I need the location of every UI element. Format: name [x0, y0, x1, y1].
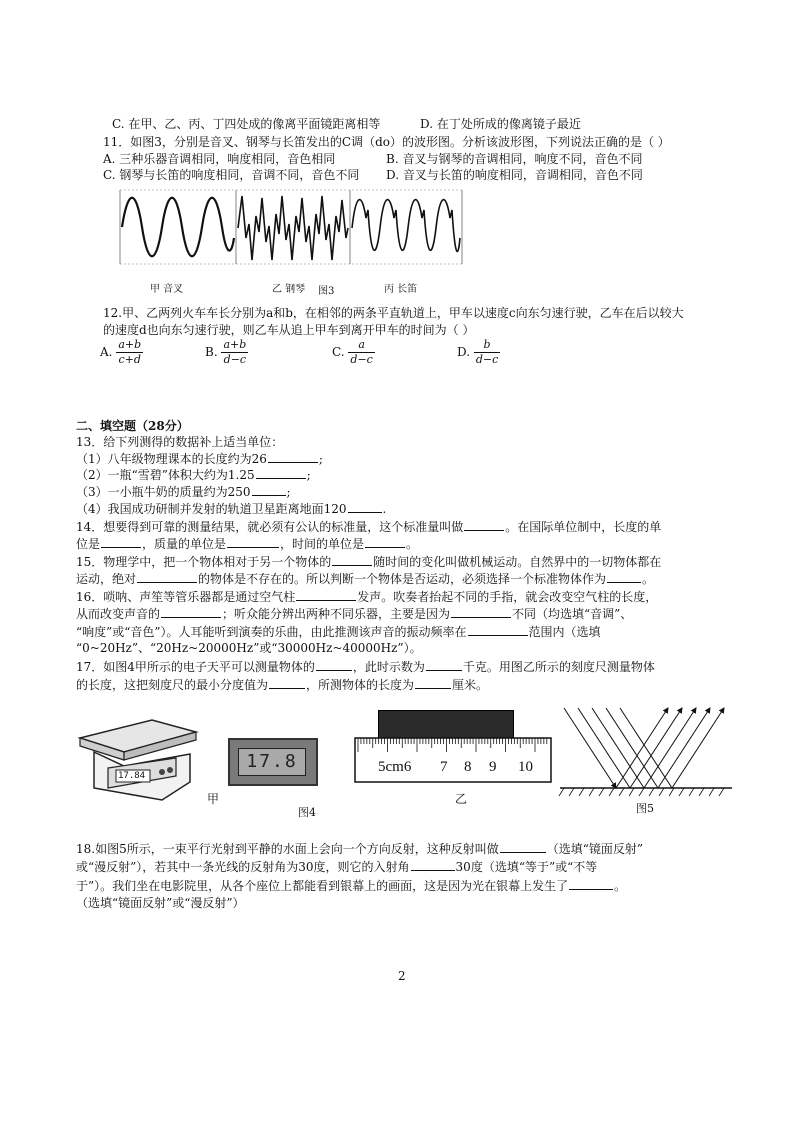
- q14-blank1[interactable]: [464, 518, 504, 531]
- ruler-number: 8: [464, 759, 472, 775]
- q14-line2-text-d: 。: [406, 537, 419, 551]
- q18-line1-text-a: 18.如图5所示，一束平行光射到平静的水面上会向一个方向反射，这种反射叫做: [76, 842, 499, 856]
- balance-display-reading: 17.84: [118, 771, 146, 781]
- q13-item2-text: （2）一瓶“雪碧”体积大约为1.25: [76, 468, 255, 482]
- balance-display-zoom: [228, 738, 318, 786]
- q18-line4: （选填“镜面反射”或“漫反射”）: [76, 896, 245, 910]
- q15-line2-text-a: 运动，绝对: [76, 572, 137, 586]
- q13-item3: （3）一小瓶牛奶的质量约为250 ;: [76, 485, 291, 499]
- balance-display-zoom-value: 17.8: [238, 748, 306, 776]
- q16-line1-text-b: 发声。吹奏者抬起不同的手指，就会改变空气柱的长度，: [357, 590, 658, 604]
- q18-blank2[interactable]: [411, 858, 455, 871]
- q16-blank3[interactable]: [451, 605, 511, 618]
- q12-option-a: [100, 338, 143, 367]
- q15-line1-text-b: 随时间的变化叫做机械运动。自然界中的一切物体都在: [373, 555, 662, 569]
- q13-item3-text: （3）一小瓶牛奶的质量约为250: [76, 485, 251, 499]
- q17-line2-text-c: 厘米。: [452, 678, 489, 692]
- q17-line2-text-a: 的长度，这把刻度尺的最小分度值为: [76, 678, 269, 692]
- ruler-number: 5cm6: [378, 759, 412, 775]
- figure3-caption-a: 甲 音叉: [150, 284, 184, 295]
- ruler-number: 7: [440, 759, 448, 775]
- q13-stem: 13．给下列测得的数据补上适当单位：: [76, 435, 284, 449]
- q18-line3: [76, 877, 626, 894]
- q16-line3-text-a: “响度”或“音色”）。人耳能听到演奏的乐曲，由此推测该声音的振动频率在: [76, 625, 467, 639]
- q12-option-d: [457, 338, 500, 367]
- q17-line1-text-a: 17．如图4甲所示的电子天平可以测量物体的: [76, 660, 315, 674]
- figure3-caption-c: 丙 长笛: [384, 284, 418, 295]
- q16-line3-text-b: 范围内（选填: [528, 625, 601, 639]
- q16-blank2[interactable]: [161, 605, 221, 618]
- q12-option-d-label: D.: [457, 345, 471, 359]
- q14-blank2[interactable]: [101, 535, 141, 548]
- q18-blank3[interactable]: [569, 877, 613, 890]
- q11-stem: 11．如图3，分别是音叉、钢琴与长笛发出的C调（do）的波形图。分析该波形图，下列说法正确的是（ ）: [103, 135, 670, 149]
- q13-item4-blank[interactable]: [348, 500, 382, 513]
- q15-blank3[interactable]: [607, 570, 641, 583]
- q12-option-a-numerator: a+b: [118, 338, 142, 351]
- q18-line3-text-b: 。: [614, 879, 627, 893]
- tuning-fork-wave: [122, 198, 234, 257]
- q16-line4: “0~20Hz”、“20Hz~20000Hz”或“30000Hz~40000Hz”）。: [76, 641, 422, 655]
- figure3-caption-b: 乙 钢琴: [272, 284, 306, 295]
- q18-line1-text-b: （选填“镜面反射”: [546, 842, 644, 856]
- q17-line2: [76, 676, 488, 693]
- q16-line2-text-c: 不同（均选填“音调”、: [512, 607, 633, 621]
- q17-line1: [76, 658, 655, 675]
- q17-line2-text-b: ，所测物体的长度为: [306, 678, 415, 692]
- q15-line1: [76, 553, 661, 570]
- q11-option-b: B. 音叉与钢琴的音调相同，响度不同，音色不同: [386, 152, 643, 166]
- q14-line1: [76, 518, 661, 535]
- q16-line2-text-b: ；听众能分辨出两种不同乐器，主要是因为: [222, 607, 451, 621]
- q10-option-d: D. 在丁处所成的像离镜子最近: [420, 117, 581, 131]
- q18-line1: [76, 840, 643, 857]
- figure4-caption-yi: 乙: [455, 792, 468, 806]
- q12-option-b: [205, 338, 248, 367]
- q16-blank4[interactable]: [468, 623, 528, 636]
- q15-blank2[interactable]: [137, 570, 197, 583]
- q12-option-c-denominator: d−c: [350, 353, 373, 366]
- q18-line2-text-b: 30度（选填“等于”或“不等: [455, 860, 598, 874]
- q15-line2: [76, 570, 654, 587]
- q13-item2: （2）一瓶“雪碧”体积大约为1.25 ;: [76, 468, 311, 482]
- q12-stem-line2: 的速度d也向东匀速行驶，则乙车从追上甲车到离开甲车的时间为（ ）: [103, 323, 475, 337]
- q14-line2-text-a: 位是: [76, 537, 101, 551]
- figure4-label: 图4: [298, 806, 316, 819]
- q12-option-d-numerator: b: [474, 338, 500, 353]
- q17-blank2[interactable]: [426, 658, 462, 671]
- q14-line1-text-a: 14．想要得到可靠的测量结果，就必须有公认的标准量，这个标准量叫做: [76, 520, 464, 534]
- q16-line1: [76, 588, 657, 605]
- q13-item4-text: （4）我国成功研制并发射的轨道卫星距离地面120: [76, 502, 347, 516]
- q14-line2: [76, 535, 418, 552]
- q14-line2-text-b: ，质量的单位是: [142, 537, 227, 551]
- q14-blank3[interactable]: [227, 535, 279, 548]
- q13-item1-text: （1）八年级物理课本的长度约为26: [76, 452, 267, 466]
- q12-option-c-label: C.: [332, 345, 345, 359]
- q12-option-b-label: B.: [205, 345, 218, 359]
- q13-item4: （4）我国成功研制并发射的轨道卫星距离地面120 .: [76, 502, 387, 516]
- q12-option-d-denominator: d−c: [475, 353, 499, 366]
- q16-line3: [76, 623, 601, 640]
- q12-stem-line1: 12.甲、乙两列火车车长分别为a和b，在相邻的两条平直轨道上，甲车以速度c向东匀速行驶，乙车在后以较大: [103, 306, 684, 320]
- q16-line2-text-a: 从而改变声音的: [76, 607, 161, 621]
- q11-option-d: D. 音叉与长笛的响度相同，音调相同，音色不同: [386, 168, 643, 182]
- page-number: 2: [398, 969, 406, 983]
- q12-option-c-numerator: a: [348, 338, 374, 353]
- figure3-label: 图3: [318, 286, 335, 297]
- q17-blank1[interactable]: [316, 658, 352, 671]
- figure3-waveforms: [118, 188, 464, 270]
- q16-line1-text-a: 16．唢呐、声笙等管乐器都是通过空气柱: [76, 590, 296, 604]
- q11-option-a: A. 三种乐器音调相同，响度相同，音色相同: [103, 152, 336, 166]
- figure4-caption-jia: 甲: [207, 792, 220, 806]
- q15-line2-text-b: 的物体是不存在的。所以判断一个物体是否运动，必须选择一个标准物体作为: [198, 572, 607, 586]
- q10-option-c: C. 在甲、乙、丙、丁四处成的像离平面镜距离相等: [112, 117, 381, 131]
- q13-item2-blank[interactable]: [256, 466, 306, 479]
- q15-line2-text-c: 。: [642, 572, 655, 586]
- electronic-balance-drawing: [72, 716, 200, 802]
- q12-option-b-numerator: a+b: [223, 338, 247, 351]
- q18-line2-text-a: 或“漫反射”），若其中一条光线的反射角为30度，则它的入射角: [76, 860, 410, 874]
- q17-blank4[interactable]: [415, 676, 451, 689]
- q18-blank1[interactable]: [500, 840, 546, 853]
- q13-item1-blank[interactable]: [268, 450, 318, 463]
- q17-blank3[interactable]: [269, 676, 305, 689]
- q13-item1: （1）八年级物理课本的长度约为26 ;: [76, 452, 323, 466]
- q12-option-b-denominator: d−c: [223, 353, 247, 366]
- figure5-label: 图5: [636, 802, 654, 815]
- section2-heading: 二、填空题（28分）: [76, 419, 189, 433]
- q11-option-c: C. 钢琴与长笛的响度相同，音调不同，音色不同: [103, 168, 360, 182]
- q14-line1-text-b: 。在国际单位制中，长度的单: [505, 520, 662, 534]
- q13-item3-blank[interactable]: [252, 483, 286, 496]
- q14-blank4[interactable]: [365, 535, 405, 548]
- measured-object-block: [378, 710, 514, 740]
- specular-reflection-diagram: [558, 704, 734, 802]
- q12-option-c: [332, 338, 375, 367]
- ruler-number: 10: [518, 759, 533, 775]
- q15-blank1[interactable]: [332, 553, 372, 566]
- q16-blank1[interactable]: [296, 588, 356, 601]
- q14-line2-text-c: ，时间的单位是: [280, 537, 365, 551]
- q17-line1-text-b: ，此时示数为: [352, 660, 425, 674]
- q18-line3-text-a: 于”）。我们坐在电影院里，从各个座位上都能看到银幕上的画面，这是因为光在银幕上发生了: [76, 879, 569, 893]
- q17-line1-text-c: 千克。用图乙所示的刻度尺测量物体: [462, 660, 655, 674]
- q12-option-a-label: A.: [100, 345, 113, 359]
- q18-line2: [76, 858, 597, 875]
- piano-wave: [238, 196, 348, 260]
- q16-line2: [76, 605, 632, 622]
- q12-option-a-denominator: c+d: [118, 353, 141, 366]
- flute-wave: [352, 200, 460, 252]
- q15-line1-text-a: 15．物理学中，把一个物体相对于另一个物体的: [76, 555, 332, 569]
- ruler-number: 9: [489, 759, 497, 775]
